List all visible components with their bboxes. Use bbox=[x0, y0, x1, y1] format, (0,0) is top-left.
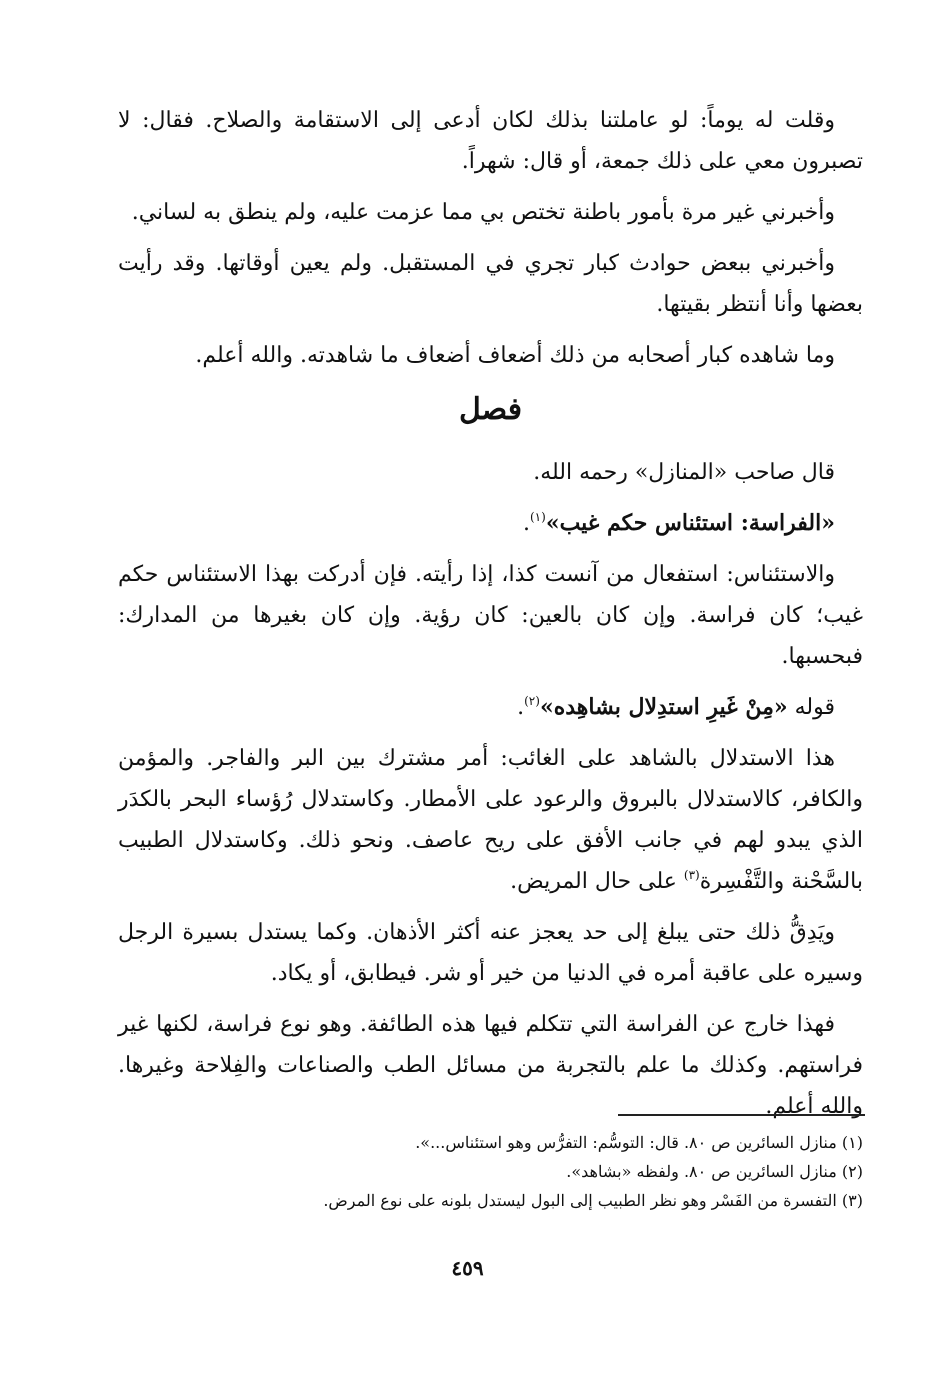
page-number: ٤٥٩ bbox=[451, 1256, 484, 1280]
quote-text: «مِنْ غَيرِ استدِلال بشاهِده» bbox=[539, 694, 788, 720]
quote-istidlal bbox=[118, 687, 863, 728]
footnote-ref: (٢) bbox=[524, 694, 540, 708]
paragraph-text: هذا الاستدلال بالشاهد على الغائب: أمر مشترك بين البر والفاجر. والمؤمن والكافر، كالاستدلال بالبروق والرعود على الأمطار. وكاستدلال رُؤساء البحر بالكدَر الذي يبدو لهم في جانب الأفق على ريح عاصف. ونحو ذلك. وكاستدلال الطبيب بالسَّحْنة والتَّفْسِرة bbox=[118, 746, 863, 894]
paragraph: وأخبرني غير مرة بأمور باطنة تختص بي مما عزمت عليه، ولم ينطق به لساني. bbox=[131, 200, 835, 225]
paragraph: وما شاهده كبار أصحابه من ذلك أضعاف أضعاف ما شاهدته. والله أعلم. bbox=[195, 343, 835, 368]
section-heading: فصل bbox=[458, 392, 523, 427]
paragraph-istinas: والاستئناس: استفعال من آنست كذا، إذا رأيته. فإن أدركت بهذا الاستئناس حكم غيب؛ كان فراسة. وإن كان بالعين: كان رؤية. وإن كان بغيرها من المدارك: فبحسبها. bbox=[118, 562, 863, 669]
footnote: (٣) التفسرة من الفَسْر وهو نظر الطبيب إلى البول ليستدل بلونه على نوع المرض. bbox=[323, 1191, 863, 1210]
paragraph: وقلت له يوماً: لو عاملتنا بذلك لكان أدعى إلى الاستقامة والصلاح. فقال: لا تصبرون معي على ذلك جمعة، أو قال: شهراً. bbox=[118, 108, 863, 174]
page-body bbox=[118, 100, 863, 1137]
footnote: (١) منازل السائرين ص ٨٠. قال: التوسُّم: التفرُّس وهو استئناس...». bbox=[415, 1133, 863, 1152]
quote-end: . bbox=[517, 695, 525, 720]
paragraph-yadiq: ويَدِقُّ ذلك حتى يبلغ إلى حد يعجز عنه أكثر الأذهان. وكما يستدل بسيرة الرجل وسيره على عاقبة أمره في الدنيا من خير أو شر. فيطابق، أو يكاد. bbox=[118, 920, 863, 986]
footnote-ref: (٣) bbox=[683, 868, 700, 882]
footnotes bbox=[118, 1128, 863, 1215]
quote-prefix: قوله bbox=[787, 695, 835, 720]
footnote-divider bbox=[618, 1114, 865, 1116]
paragraph-istidlal bbox=[118, 738, 863, 902]
quote-end: . bbox=[522, 511, 530, 536]
quote-text: «الفراسة: استئناس حكم غيب» bbox=[545, 510, 835, 536]
paragraph-khatima: فهذا خارج عن الفراسة التي تتكلم فيها هذه الطائفة. وهو نوع فراسة، لكنها غير فراستهم. وكذلك ما علم بالتجربة من مسائل الطب والصناعات والفِلاحة وغيرها. والله أعلم. bbox=[118, 1012, 863, 1119]
paragraph-text: على حال المريض. bbox=[510, 869, 684, 894]
intro-line: قال صاحب «المنازل» رحمه الله. bbox=[533, 460, 835, 485]
quote-firasa bbox=[118, 503, 863, 544]
footnote: (٢) منازل السائرين ص ٨٠. ولفظه «بشاهد». bbox=[566, 1162, 863, 1181]
footnote-ref: (١) bbox=[529, 510, 546, 524]
paragraph: وأخبرني ببعض حوادث كبار تجري في المستقبل. ولم يعين أوقاتها. وقد رأيت بعضها وأنا أنتظر بقيتها. bbox=[118, 251, 863, 317]
